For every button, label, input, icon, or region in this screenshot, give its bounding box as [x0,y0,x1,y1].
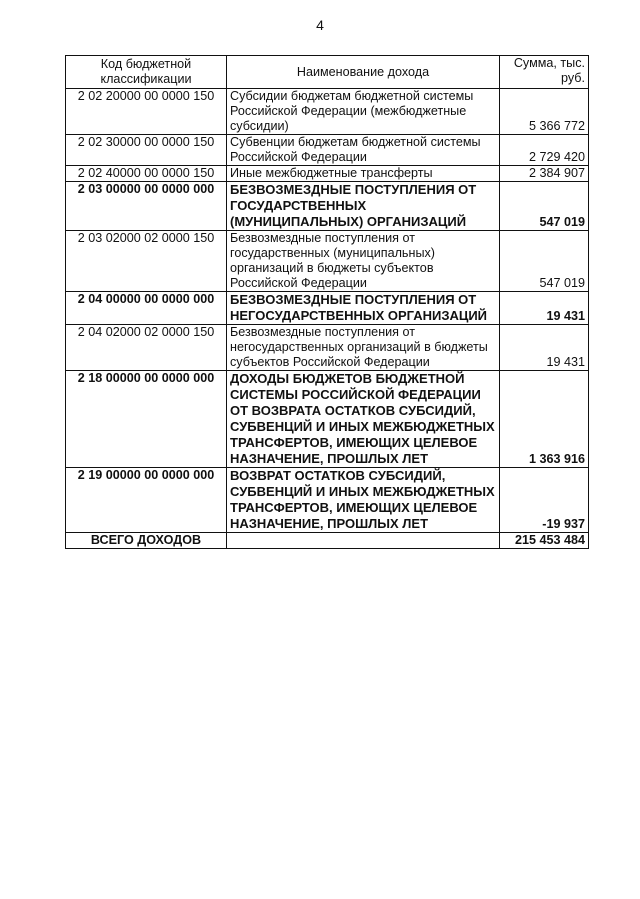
table-row [66,135,589,166]
header-name: Наименование дохода [227,56,500,89]
row-sum: 547 019 [500,182,589,231]
table-row [66,231,589,292]
table-header-row [66,56,589,89]
page-number: 4 [316,17,324,33]
row-code: 2 03 00000 00 0000 000 [66,182,227,231]
row-sum: 2 729 420 [500,135,589,166]
total-name [227,533,500,549]
header-sum: Сумма, тыс. руб. [500,56,589,89]
row-code: 2 19 00000 00 0000 000 [66,468,227,533]
row-sum: 19 431 [500,325,589,371]
table-row [66,468,589,533]
row-code: 2 03 02000 02 0000 150 [66,231,227,292]
total-label: ВСЕГО ДОХОДОВ [66,533,227,549]
total-sum: 215 453 484 [500,533,589,549]
row-name: ВОЗВРАТ ОСТАТКОВ СУБСИДИЙ, СУБВЕНЦИЙ И ИНЫХ МЕЖБЮДЖЕТНЫХ ТРАНСФЕРТОВ, ИМЕЮЩИХ ЦЕЛЕВОЕ НАЗНАЧЕНИЕ, ПРОШЛЫХ ЛЕТ [227,468,500,533]
row-sum: 5 366 772 [500,89,589,135]
header-code: Код бюджетной классификации [66,56,227,89]
row-code: 2 02 40000 00 0000 150 [66,166,227,182]
table-row [66,89,589,135]
table-row [66,166,589,182]
row-name: ДОХОДЫ БЮДЖЕТОВ БЮДЖЕТНОЙ СИСТЕМЫ РОССИЙСКОЙ ФЕДЕРАЦИИ ОТ ВОЗВРАТА ОСТАТКОВ СУБСИДИЙ, СУБВЕНЦИЙ И ИНЫХ МЕЖБЮДЖЕТНЫХ ТРАНСФЕРТОВ, ИМЕЮЩИХ ЦЕЛЕВОЕ НАЗНАЧЕНИЕ, ПРОШЛЫХ ЛЕТ [227,371,500,468]
row-code: 2 18 00000 00 0000 000 [66,371,227,468]
table-row [66,371,589,468]
row-sum: -19 937 [500,468,589,533]
row-code: 2 04 02000 02 0000 150 [66,325,227,371]
row-sum: 19 431 [500,292,589,325]
total-row [66,533,589,549]
table-row [66,292,589,325]
row-name: Безвозмездные поступления от негосударственных организаций в бюджеты субъектов Российской Федерации [227,325,500,371]
table-row [66,182,589,231]
row-name: БЕЗВОЗМЕЗДНЫЕ ПОСТУПЛЕНИЯ ОТ НЕГОСУДАРСТВЕННЫХ ОРГАНИЗАЦИЙ [227,292,500,325]
table-row [66,325,589,371]
row-code: 2 02 20000 00 0000 150 [66,89,227,135]
row-name: Субвенции бюджетам бюджетной системы Российской Федерации [227,135,500,166]
row-code: 2 02 30000 00 0000 150 [66,135,227,166]
row-sum: 547 019 [500,231,589,292]
row-sum: 2 384 907 [500,166,589,182]
row-name: Безвозмездные поступления от государственных (муниципальных) организаций в бюджеты субъектов Российской Федерации [227,231,500,292]
revenue-table [65,55,589,549]
row-name: БЕЗВОЗМЕЗДНЫЕ ПОСТУПЛЕНИЯ ОТ ГОСУДАРСТВЕННЫХ (МУНИЦИПАЛЬНЫХ) ОРГАНИЗАЦИЙ [227,182,500,231]
row-sum: 1 363 916 [500,371,589,468]
row-name: Субсидии бюджетам бюджетной системы Российской Федерации (межбюджетные субсидии) [227,89,500,135]
row-code: 2 04 00000 00 0000 000 [66,292,227,325]
row-name: Иные межбюджетные трансферты [227,166,500,182]
